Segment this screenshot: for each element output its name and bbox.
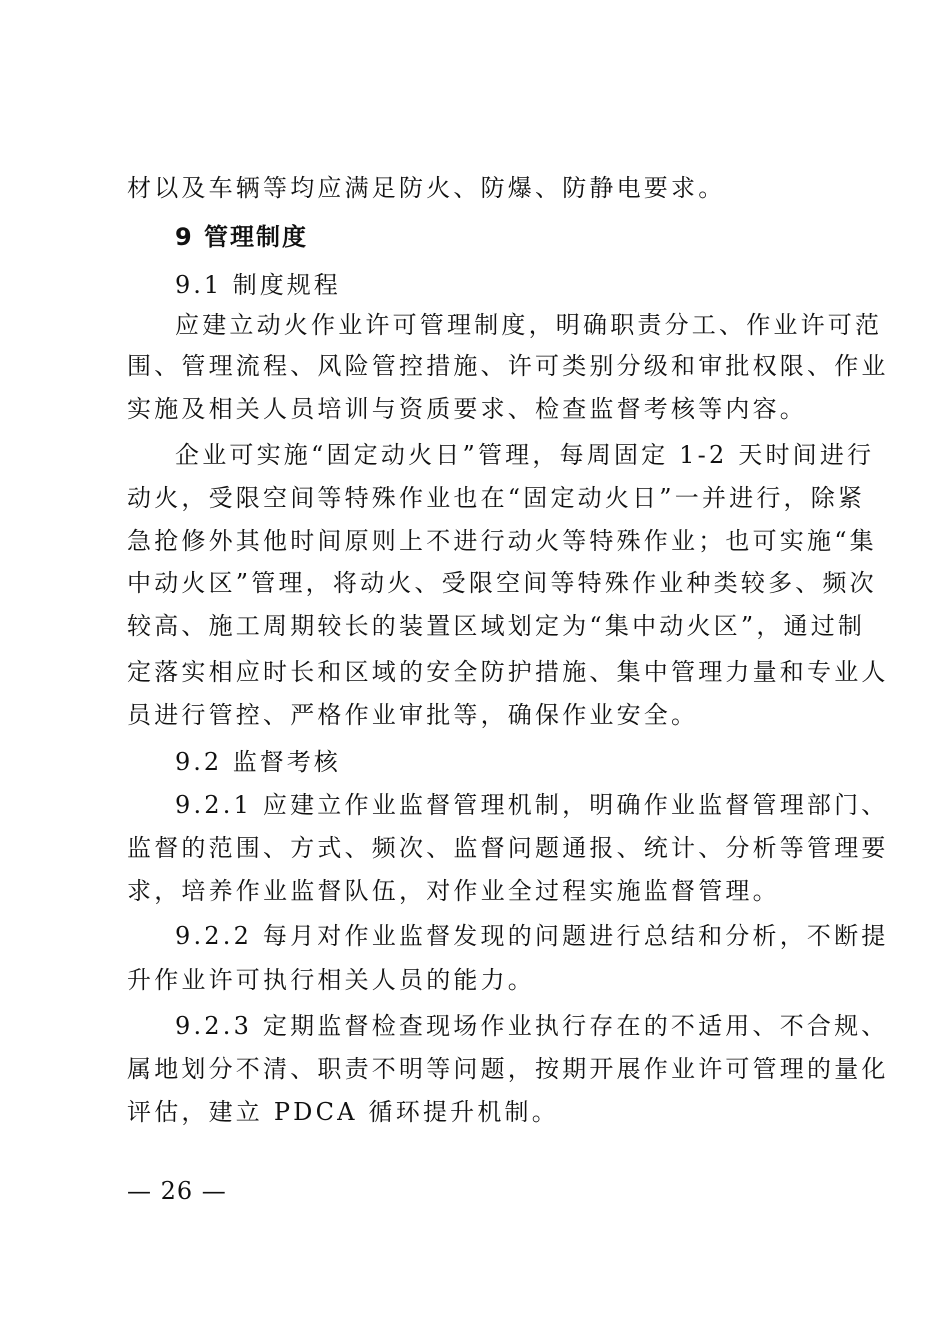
paragraph-line: 升作业许可执行相关人员的能力。 [127, 966, 535, 994]
paragraph-line: 动火，受限空间等特殊作业也在“固定动火日”一并进行，除紧 [127, 484, 866, 512]
subsection-heading-9-2: 9.2 监督考核 [175, 748, 341, 776]
paragraph-line: 属地划分不清、职责不明等问题，按期开展作业许可管理的量化 [127, 1055, 889, 1083]
page-number: — 26 — [127, 1177, 227, 1205]
paragraph-line: 评估，建立 PDCA 循环提升机制。 [127, 1098, 559, 1126]
paragraph-line: 求，培养作业监督队伍，对作业全过程实施监督管理。 [127, 877, 780, 905]
paragraph-line: 应建立动火作业许可管理制度，明确职责分工、作业许可范 [175, 311, 883, 339]
paragraph-line: 9.2.1 应建立作业监督管理机制，明确作业监督管理部门、 [175, 791, 889, 819]
paragraph-line: 中动火区”管理，将动火、受限空间等特殊作业种类较多、频次 [127, 569, 877, 597]
paragraph-line: 围、管理流程、风险管控措施、许可类别分级和审批权限、作业 [127, 352, 889, 380]
paragraph-line: 监督的范围、方式、频次、监督问题通报、统计、分析等管理要 [127, 834, 889, 862]
paragraph-line: 9.2.2 每月对作业监督发现的问题进行总结和分析，不断提 [175, 922, 889, 950]
paragraph-line: 员进行管控、严格作业审批等，确保作业安全。 [127, 701, 699, 729]
paragraph-line: 较高、施工周期较长的装置区域划定为“集中动火区”，通过制 [127, 612, 866, 640]
paragraph-line: 9.2.3 定期监督检查现场作业执行存在的不适用、不合规、 [175, 1012, 889, 1040]
subsection-heading-9-1: 9.1 制度规程 [175, 271, 341, 299]
paragraph-line: 企业可实施“固定动火日”管理，每周固定 1-2 天时间进行 [175, 441, 875, 469]
section-heading-9: 9 管理制度 [175, 223, 309, 251]
paragraph-continuation-line: 材以及车辆等均应满足防火、防爆、防静电要求。 [127, 174, 726, 202]
paragraph-line: 实施及相关人员培训与资质要求、检查监督考核等内容。 [127, 395, 807, 423]
paragraph-line: 急抢修外其他时间原则上不进行动火等特殊作业；也可实施“集 [127, 527, 877, 555]
paragraph-line: 定落实相应时长和区域的安全防护措施、集中管理力量和专业人 [127, 658, 889, 686]
